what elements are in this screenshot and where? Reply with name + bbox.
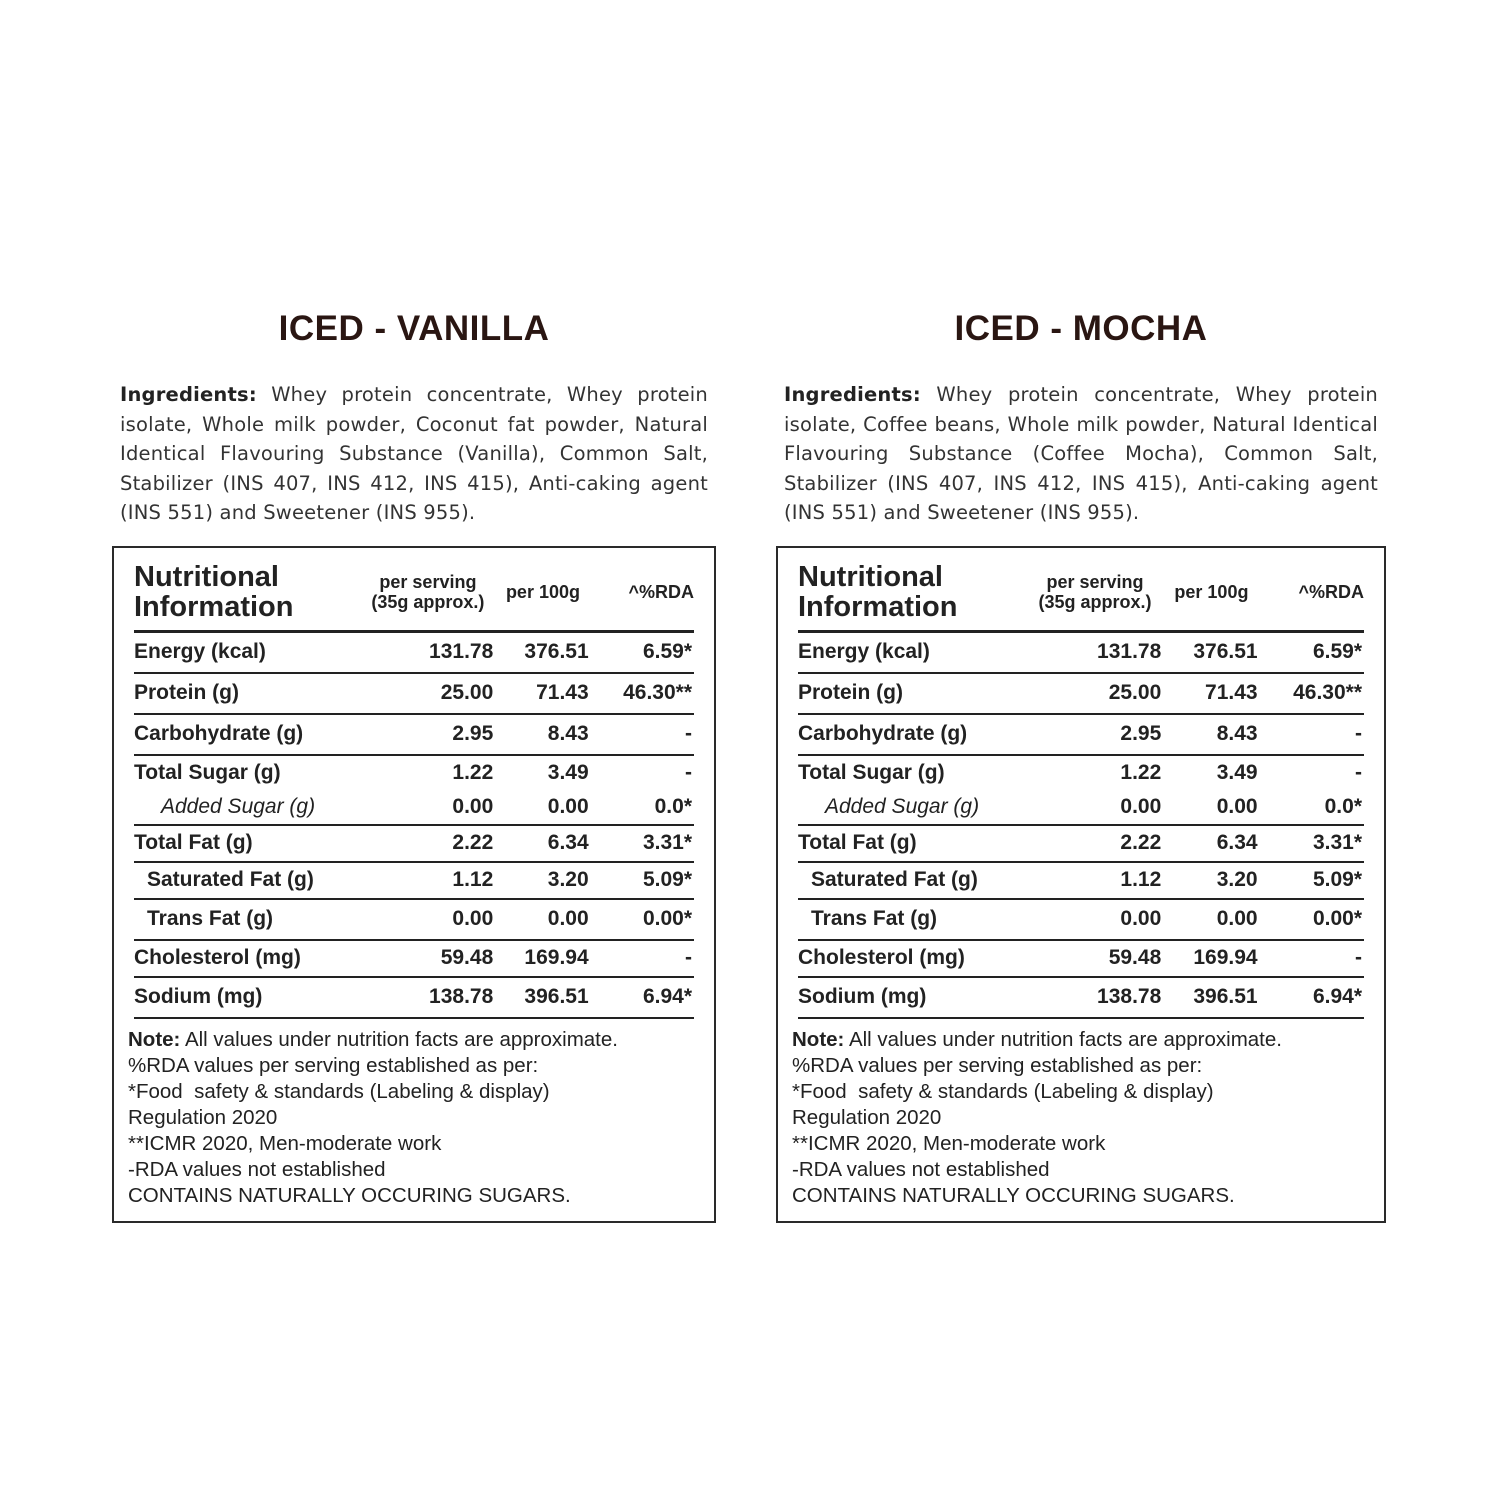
note-line: *Food safety & standards (Labeling & display) bbox=[792, 1079, 1214, 1103]
table-row bbox=[798, 940, 1364, 977]
value-rda: 6.59* bbox=[1312, 640, 1362, 663]
note-line: %RDA values per serving established as per: bbox=[128, 1053, 539, 1077]
value-serving: 0.00 bbox=[1120, 907, 1162, 930]
value-100g: 3.49 bbox=[1216, 761, 1258, 784]
value-100g: 376.51 bbox=[1193, 640, 1258, 663]
ingredients-list: Whey protein concentrate, Whey protein isolate, Coffee beans, Whole milk powder, Natural Identical Flavouring Substance (Coffee Mocha), Common Salt, Stabilizer (INS 407, INS 412, INS 415), Anti-caking agent (INS 551) and Sweetener (INS 955). bbox=[784, 383, 1378, 524]
row-label: Saturated Fat (g) bbox=[811, 868, 978, 891]
note-line: Regulation 2020 bbox=[792, 1105, 942, 1129]
table-row bbox=[798, 862, 1364, 899]
value-100g: 0.00 bbox=[547, 907, 589, 930]
note-line: CONTAINS NATURALLY OCCURING SUGARS. bbox=[792, 1183, 1235, 1207]
value-rda: - bbox=[685, 761, 692, 784]
ingredients-text bbox=[784, 380, 1378, 528]
table-row bbox=[798, 631, 1364, 673]
nutrition-note bbox=[792, 1027, 1364, 1209]
product-panel-mocha bbox=[776, 300, 1386, 1223]
value-100g: 0.00 bbox=[547, 795, 589, 818]
note-text: All values under nutrition facts are approximate. bbox=[844, 1027, 1282, 1051]
ingredients-label: Ingredients: bbox=[120, 383, 257, 406]
value-rda: - bbox=[685, 722, 692, 745]
value-100g: 169.94 bbox=[1193, 946, 1258, 969]
nutrition-note bbox=[128, 1027, 694, 1209]
value-serving: 0.00 bbox=[1120, 795, 1162, 818]
col-header-rda: ^%RDA bbox=[628, 581, 694, 602]
value-serving: 131.78 bbox=[429, 640, 494, 663]
value-100g: 3.49 bbox=[547, 761, 589, 784]
nutrition-heading: Nutritional Information bbox=[798, 560, 958, 623]
note-line bbox=[128, 1027, 694, 1053]
value-rda: - bbox=[1355, 946, 1362, 969]
note-line: Regulation 2020 bbox=[128, 1105, 278, 1129]
value-100g: 396.51 bbox=[1193, 985, 1258, 1008]
row-label: Added Sugar (g) bbox=[161, 795, 316, 818]
value-rda: 0.00* bbox=[642, 907, 692, 930]
value-100g: 169.94 bbox=[524, 946, 589, 969]
row-label: Total Sugar (g) bbox=[134, 761, 281, 784]
value-100g: 8.43 bbox=[547, 722, 589, 745]
note-line: CONTAINS NATURALLY OCCURING SUGARS. bbox=[128, 1183, 571, 1207]
value-serving: 1.12 bbox=[452, 868, 494, 891]
ingredients-list: Whey protein concentrate, Whey protein isolate, Whole milk powder, Coconut fat powder, Natural Identical Flavouring Substance (Vanilla), Common Salt, Stabilizer (INS 407, INS 412, INS 415), Anti-caking agent (INS 551) and Sweetener (INS 955). bbox=[120, 383, 708, 524]
value-rda: 6.94* bbox=[642, 985, 692, 1008]
note-line: -RDA values not established bbox=[792, 1157, 1050, 1181]
table-row bbox=[798, 714, 1364, 755]
value-100g: 396.51 bbox=[524, 985, 589, 1008]
row-label: Saturated Fat (g) bbox=[147, 868, 314, 891]
product-panel-vanilla bbox=[112, 300, 716, 1223]
table-row bbox=[134, 862, 694, 899]
nutrition-box bbox=[776, 546, 1386, 1223]
row-label: Carbohydrate (g) bbox=[798, 722, 968, 745]
value-100g: 0.00 bbox=[1216, 907, 1258, 930]
col-header-100g: per 100g bbox=[1174, 581, 1249, 602]
col-header-serving: per serving (35g approx.) bbox=[371, 571, 485, 612]
value-serving: 0.00 bbox=[452, 795, 494, 818]
table-row bbox=[798, 825, 1364, 862]
value-serving: 1.12 bbox=[1120, 868, 1162, 891]
table-row bbox=[798, 673, 1364, 714]
table-row bbox=[134, 899, 694, 940]
value-100g: 6.34 bbox=[547, 831, 589, 854]
row-label: Cholesterol (mg) bbox=[134, 946, 301, 969]
value-serving: 2.95 bbox=[452, 722, 494, 745]
table-row bbox=[134, 755, 694, 791]
value-rda: - bbox=[1355, 761, 1362, 784]
col-header-serving: per serving (35g approx.) bbox=[1038, 571, 1152, 612]
value-serving: 59.48 bbox=[440, 946, 494, 969]
row-label: Trans Fat (g) bbox=[811, 907, 938, 930]
note-label: Note: bbox=[128, 1027, 181, 1051]
value-100g: 71.43 bbox=[1205, 681, 1258, 704]
row-label: Total Fat (g) bbox=[134, 831, 253, 854]
table-row bbox=[134, 825, 694, 862]
value-100g: 71.43 bbox=[536, 681, 589, 704]
value-100g: 0.00 bbox=[1216, 795, 1258, 818]
value-rda: - bbox=[1355, 722, 1362, 745]
note-line: *Food safety & standards (Labeling & display) bbox=[128, 1079, 550, 1103]
note-line: %RDA values per serving established as per: bbox=[792, 1053, 1203, 1077]
nutrition-table bbox=[134, 558, 694, 1019]
row-label: Added Sugar (g) bbox=[825, 795, 980, 818]
value-rda: 0.00* bbox=[1312, 907, 1362, 930]
note-label: Note: bbox=[792, 1027, 845, 1051]
table-row bbox=[134, 673, 694, 714]
row-label: Energy (kcal) bbox=[134, 640, 266, 663]
nutrition-heading: Nutritional Information bbox=[134, 560, 294, 623]
value-rda: - bbox=[685, 946, 692, 969]
ingredients-text bbox=[120, 380, 708, 528]
table-row bbox=[134, 714, 694, 755]
value-100g: 8.43 bbox=[1216, 722, 1258, 745]
nutrition-box bbox=[112, 546, 716, 1223]
table-row bbox=[134, 940, 694, 977]
row-label: Sodium (mg) bbox=[134, 985, 263, 1008]
note-line: -RDA values not established bbox=[128, 1157, 386, 1181]
value-serving: 2.22 bbox=[1120, 831, 1162, 854]
product-title: ICED - VANILLA bbox=[278, 309, 550, 348]
row-label: Carbohydrate (g) bbox=[134, 722, 304, 745]
value-rda: 6.94* bbox=[1312, 985, 1362, 1008]
row-label: Trans Fat (g) bbox=[147, 907, 274, 930]
value-serving: 2.22 bbox=[452, 831, 494, 854]
note-text: All values under nutrition facts are approximate. bbox=[180, 1027, 618, 1051]
value-serving: 1.22 bbox=[452, 761, 494, 784]
row-label: Total Sugar (g) bbox=[798, 761, 945, 784]
value-rda: 46.30** bbox=[1293, 681, 1362, 704]
product-title: ICED - MOCHA bbox=[954, 309, 1208, 348]
table-row bbox=[798, 755, 1364, 791]
value-rda: 5.09* bbox=[1312, 868, 1362, 891]
table-row bbox=[798, 977, 1364, 1018]
value-rda: 3.31* bbox=[1312, 831, 1362, 854]
ingredients-label: Ingredients: bbox=[784, 383, 921, 406]
value-serving: 138.78 bbox=[429, 985, 494, 1008]
row-label: Cholesterol (mg) bbox=[798, 946, 965, 969]
row-label: Energy (kcal) bbox=[798, 640, 930, 663]
value-serving: 138.78 bbox=[1097, 985, 1162, 1008]
value-rda: 3.31* bbox=[642, 831, 692, 854]
table-row bbox=[798, 791, 1364, 825]
value-serving: 59.48 bbox=[1108, 946, 1162, 969]
row-label: Sodium (mg) bbox=[798, 985, 927, 1008]
value-serving: 25.00 bbox=[1108, 681, 1162, 704]
note-line bbox=[792, 1027, 1364, 1053]
value-serving: 25.00 bbox=[440, 681, 494, 704]
table-row bbox=[134, 977, 694, 1018]
nutrition-table bbox=[798, 558, 1364, 1019]
col-header-rda: ^%RDA bbox=[1298, 581, 1364, 602]
value-serving: 2.95 bbox=[1120, 722, 1162, 745]
value-100g: 3.20 bbox=[547, 868, 589, 891]
value-rda: 5.09* bbox=[642, 868, 692, 891]
note-line: **ICMR 2020, Men-moderate work bbox=[792, 1131, 1106, 1155]
col-header-100g: per 100g bbox=[505, 581, 580, 602]
value-rda: 0.0* bbox=[1324, 795, 1362, 818]
note-line: **ICMR 2020, Men-moderate work bbox=[128, 1131, 442, 1155]
table-row bbox=[134, 631, 694, 673]
value-serving: 1.22 bbox=[1120, 761, 1162, 784]
value-100g: 6.34 bbox=[1216, 831, 1258, 854]
row-label: Total Fat (g) bbox=[798, 831, 917, 854]
value-100g: 376.51 bbox=[524, 640, 589, 663]
value-100g: 3.20 bbox=[1216, 868, 1258, 891]
row-label: Protein (g) bbox=[134, 681, 239, 704]
value-serving: 0.00 bbox=[452, 907, 494, 930]
row-label: Protein (g) bbox=[798, 681, 903, 704]
value-rda: 0.0* bbox=[654, 795, 692, 818]
table-row bbox=[798, 899, 1364, 940]
table-row bbox=[134, 791, 694, 825]
value-serving: 131.78 bbox=[1097, 640, 1162, 663]
value-rda: 46.30** bbox=[623, 681, 692, 704]
value-rda: 6.59* bbox=[642, 640, 692, 663]
